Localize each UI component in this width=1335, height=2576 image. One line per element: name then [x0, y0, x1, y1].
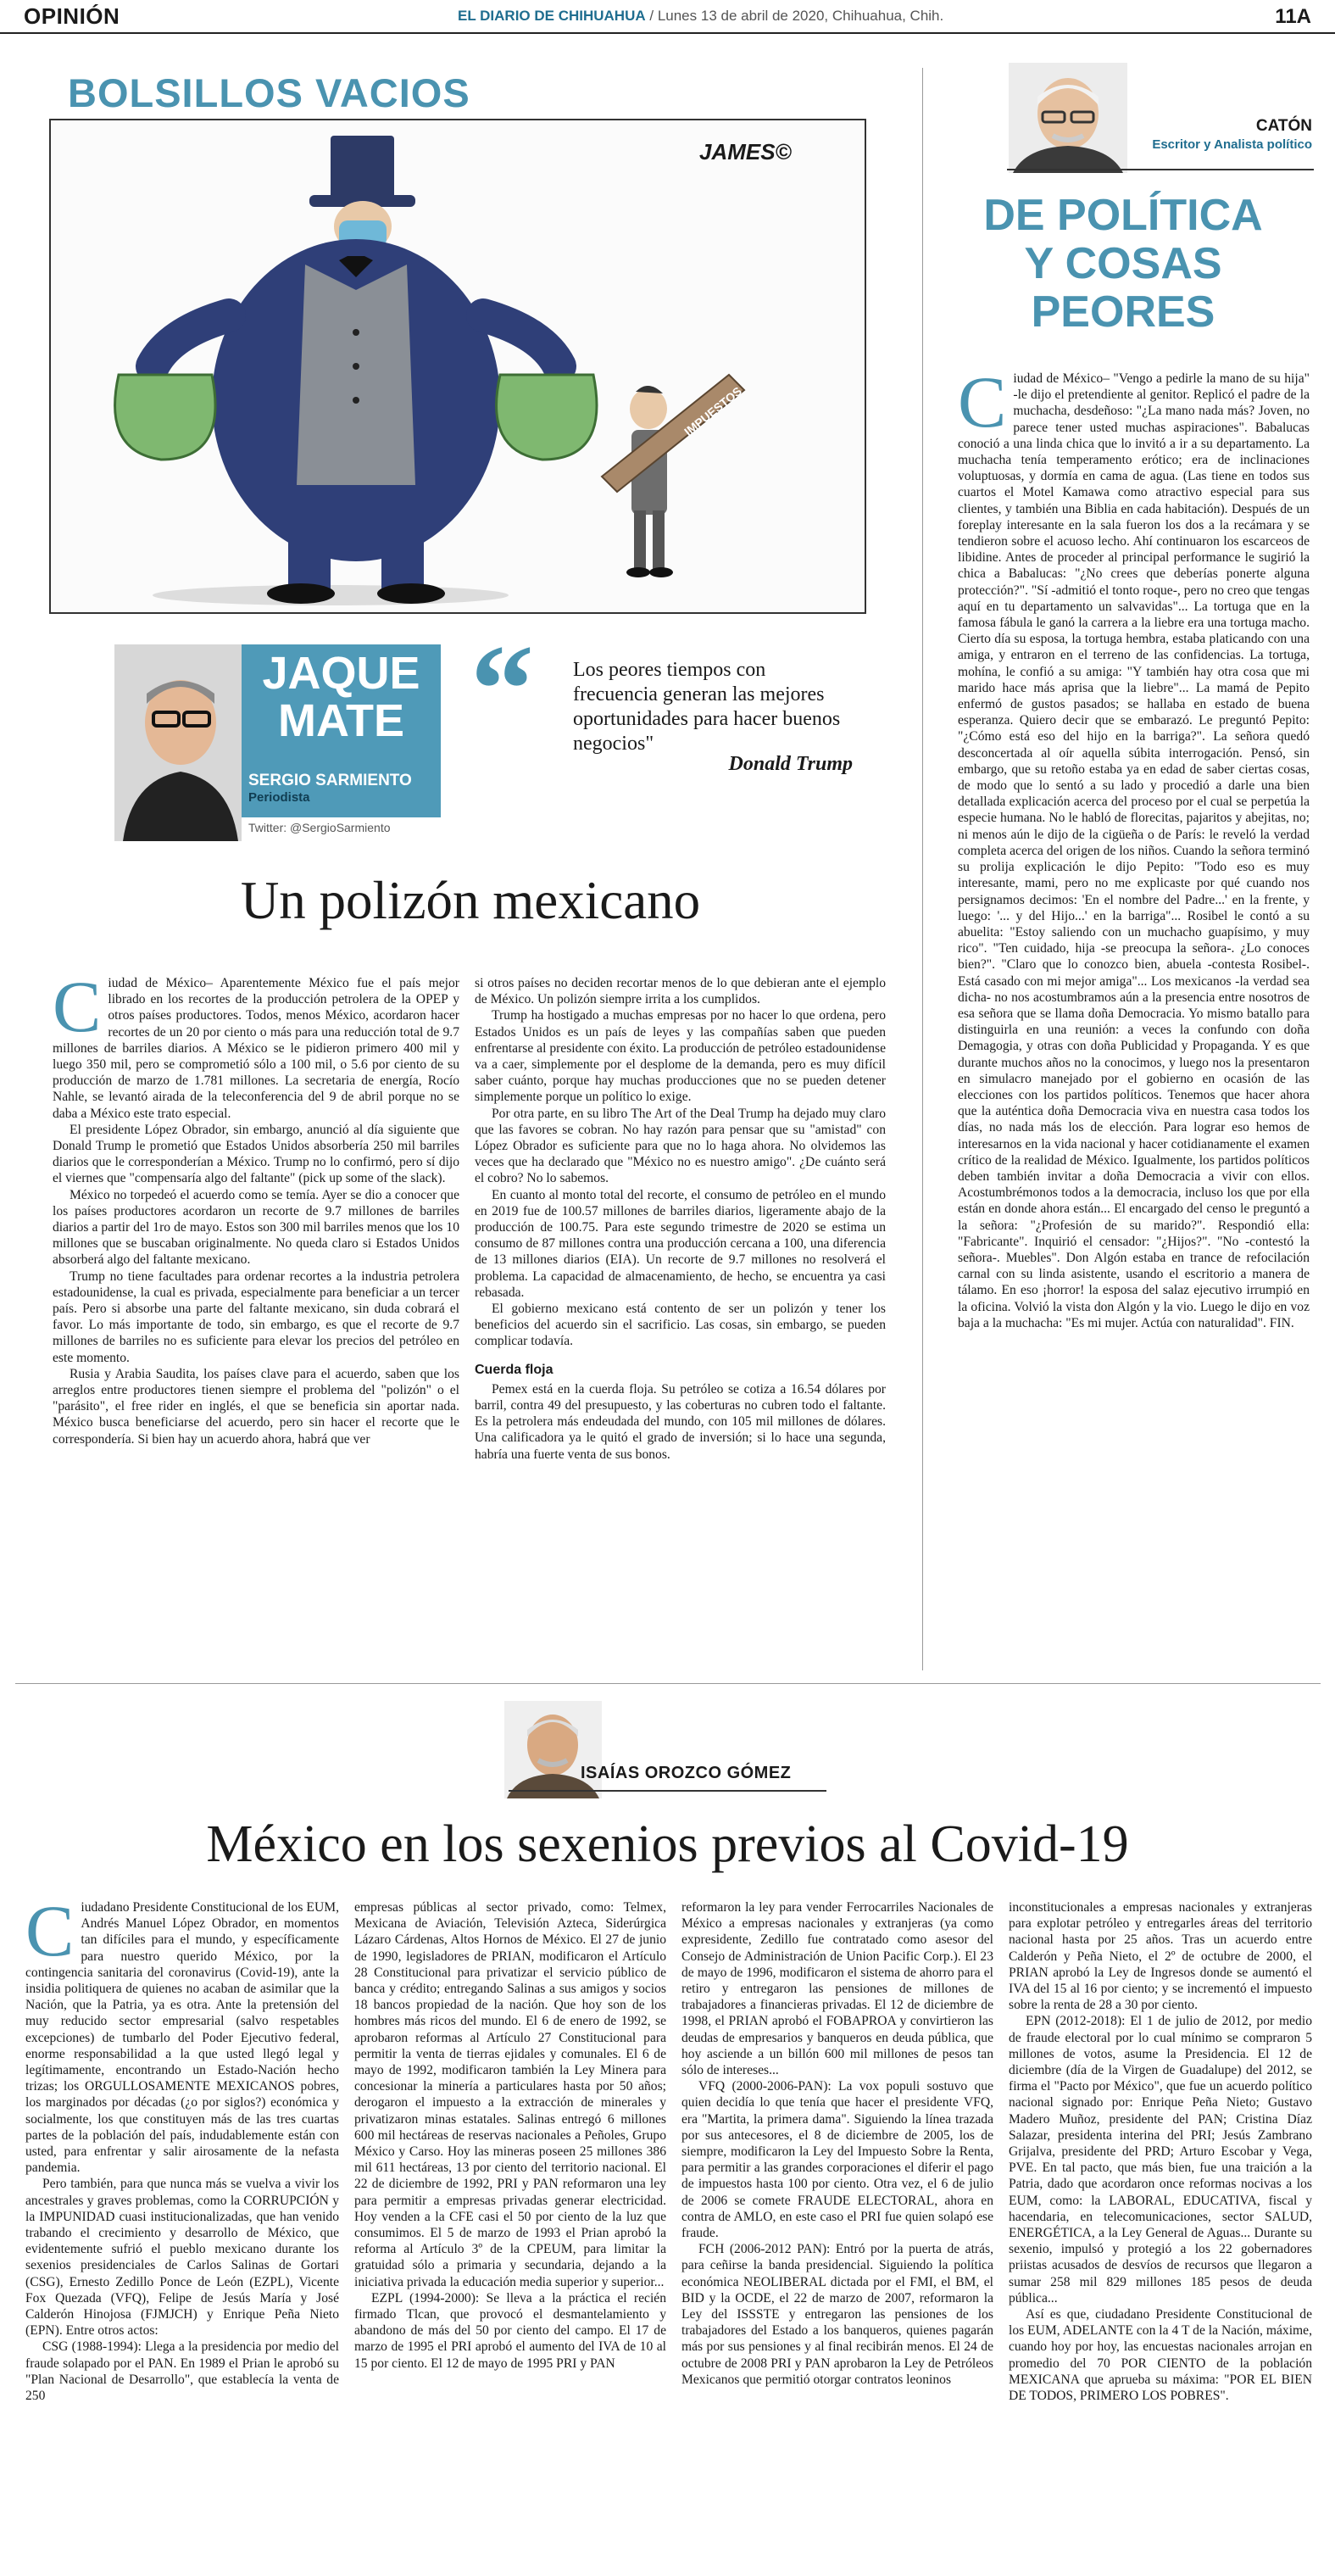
article-column-2 [475, 975, 886, 1653]
mate-word: MATE [278, 695, 404, 746]
isaias-paragraph: VFQ (2000-2006-PAN): La vox populi sostuvo que quien decidía lo que tenía que hacer el presidente VFQ, era "Martita, la primera dama". Siguiendo la línea trazada por sus antecesores, el 8 de diciembre de 2005, los de siempre, modificaron la Ley del Impuesto Sobre la Renta, para permitir a las grandes corporaciones el diferir el pago de impuestos hasta 100 por ciento. Otra vez, el 6 de julio de 2006 se comete FRAUDE ELECTORAL, ahora en contra de AMLO, en este caso el PRI fue quien solapó ese fraude. [681, 2079, 993, 2241]
article-paragraph: Rusia y Arabia Saudita, los países clave para el acuerdo, saben que los arreglos entre productores tienen siempre el problema del "polizón" o el "parásito", el free rider en inglés, el que se beneficia sin aportar nada. México busca beneficiarse del acuerdo, pero sin hacer el recorte que le correspondería. Si bien hay un acuerdo ahora, habrá que ver [53, 1366, 459, 1447]
jaque-word: JAQUE [262, 648, 420, 699]
isaias-photo [504, 1701, 602, 1798]
page-number: 11A [1275, 5, 1311, 28]
caton-header-rule [1007, 169, 1314, 170]
pull-quote-author: Donald Trump [728, 753, 853, 775]
isaias-column-3 [681, 1899, 993, 2569]
caton-role: Escritor y Analista político [1152, 137, 1312, 152]
article-paragraph: Ciudad de México– Aparentemente México fue el país mejor librado en los recortes de la producción petrolera de la OPEP y otros países productores. Todos, menos México, acordaron hacer recortes de un 20 por ciento o más para una reducción total de 9.7 millones de barriles diarios. A México se le pidieron primero 400 mil y luego 350 mil, pero se comprometió sólo a 100 mil, o 5.6 por ciento de su producción de marzo de 1.781 millones. La secretaria de energía, Rocío Nahle, se levantó airada de la teleconferencia del 9 de abril porque no se daba a México este trato especial. [53, 975, 459, 1121]
issue-date: / Lunes 13 de abril de 2020, Chihuahua, Chih. [649, 8, 944, 24]
jaque-twitter: Twitter: @SergioSarmiento [248, 821, 391, 834]
masthead-bar [0, 0, 1335, 34]
article-paragraph: El presidente López Obrador, sin embargo, anunció al día siguiente que Donald Trump le prometió que Estados Unidos absorbería 250 mil barriles diarios que le corresponderían a México. Trump no lo confirmó, pero sí dijo el viernes que "compensaría algo del faltante" (pick up some of the slack). [53, 1122, 459, 1186]
caton-title-line: PEORES [1031, 287, 1215, 337]
quote-mark-icon: “ [470, 619, 534, 760]
isaias-paragraph: EZPL (1994-2000): Se lleva a la práctica el recién firmado Tlcan, que provocó el desmantelamiento y abandono de más del 50 por ciento del campo. El 17 de marzo de 1995 el PRI aprobó el aumento del IVA de 10 al 15 por ciento. El 12 de mayo de 1995 PRI y PAN [354, 2290, 666, 2371]
caton-title-line: DE POLÍTICA [983, 191, 1263, 240]
isaias-paragraph: FCH (2006-2012 PAN): Entró por la puerta de atrás, para ceñirse la banda presidencial. Siguiendo la política económica NEOLIBERAL dictada por el FMI, el BM, el BID y la OCDE, el 22 de marzo de 2007, reformaron la Ley del ISSSTE y entregaron las pensiones de los trabajadores del Estado a los banqueros, quienes pagarán más por sus pensiones y al final recibirán menos. El 24 de octubre de 2008 PRI y PAN aprobaron la Ley de Petróleos Mexicanos que permitió otorgar contratos leoninos [681, 2242, 993, 2387]
caton-title-line: Y COSAS [1024, 239, 1222, 288]
isaias-paragraph: inconstitucionales a empresas nacionales y extranjeras para explotar petróleo y entregarles áreas del territorio nacional hasta por 25 años. Tras un acuerdo entre Calderón y Peña Nieto, el 2º de octubre de 2000, el PRIAN aprobó la Ley de Ingresos donde se aumentó el IVA del 15 al 16 por ciento; y se incrementó el impuesto sobre la renta de 28 a 30 por ciento. [1009, 1900, 1312, 2013]
isaias-author: ISAÍAS OROZCO GÓMEZ [581, 1764, 792, 1782]
cartoonist-signature: JAMES© [699, 139, 792, 164]
article-paragraph: si otros países no deciden recortar menos de lo que debieran ante el ejemplo de México. Un polizón siempre irrita a los cumplidos. [475, 976, 886, 1007]
caton-column-title [941, 192, 1305, 337]
isaias-paragraph: reformaron la ley para vender Ferrocarriles Nacionales de México a empresas nacionales y extranjeras (ya como expresidente, Zedillo fue contratado como asesor del Consejo de Administración de Union Pacific Corp.). El 23 de mayo de 1996, modificaron el sistema de ahorro para el retiro y entregaron las pensiones de millones de trabajadores a financieras privadas. El 12 de diciembre de 1998, el PRIAN aprobó el FOBAPROA y convirtieron las deudas de empresarios y banqueros en deuda pública, que hoy asciende a un billón 600 mil millones de pesos tan sólo de intereses... [681, 1900, 993, 2078]
bat-label: IMPUESTOS [681, 383, 745, 439]
issue-line [458, 8, 943, 25]
article-paragraph: En cuanto al monto total del recorte, el consumo de petróleo en el mundo en 2019 fue de 100.57 millones de barriles diarios, ligeramente abajo de la producción de 100.75. Para este segundo trimestre de 2020 se estima un consumo de 87 millones contra una producción cercana a 100, una diferencia de 13 millones diarios (EIA). Un recorte de 9.7 millones no resolverá el problema. La capacidad de almacenamiento, de hecho, se encuentra ya casi rebasada. [475, 1187, 886, 1300]
sergio-sarmiento-photo [114, 644, 242, 841]
cartoon [49, 119, 866, 614]
isaias-paragraph: empresas públicas al sector privado, como: Telmex, Mexicana de Aviación, Televisión Azteca, Siderúrgica Lázaro Cárdenas, Altos Hornos de México. El 27 de junio de 1990, legisladores de PRIAN, modificaron el Artículo 28 Constitucional para privatizar el servicio público de banca y crédito; entregando Salinas a sus amigos y socios 18 bancos propiedad de la nación. Que hoy son de los hombres más ricos del mundo. El 6 de enero de 1992, se aprobaron reformas al Artículo 27 Constitucional para permitir la venta de tierras ejidales y comunales. El 6 de mayo de 1992, modificaron también la Ley Minera para concesionar la minería a particulares hasta por 50 años; derogaron el impuesto a la extracción de minerales y privatizaron minas estatales. Salinas entregó 6 millones 600 mil hectáreas de reservas nacionales a Peñoles, Grupo México y Carso. Hoy las mineras poseen 25 millones 386 mil 611 hectáreas, 13 por ciento del territorio nacional. El 22 de diciembre de 1992, PRI y PAN reformaron una ley para permitir a empresas privadas generar electricidad. Hoy venden a la CFE casi el 50 por ciento de la luz que consumimos. El 5 de marzo de 1993 el Prian aprobó la reforma al Artículo 3º de la CPEUM, para limitar la gratuidad sólo a primaria y secundaria, dejando a la iniciativa privada la educación media superior y superior... [354, 1900, 666, 2289]
paper-name: EL DIARIO DE CHIHUAHUA [458, 8, 646, 24]
article-paragraph: Por otra parte, en su libro The Art of the Deal Trump ha dejado muy claro que las favores se cobran. No hay razón para pensar que su "amistad" con López Obrador es suficiente para que no lo haga ahora. No olvidemos las veces que ha declarado que "México no es nuestro amigo". ¿De cuánto será el cobro? No lo sabemos. [475, 1106, 886, 1186]
isaias-paragraph: EPN (2012-2018): El 1 de julio de 2012, por medio de fraude electoral por lo cual mínimo se compraron 5 millones de votos, asume la Presidencia. El 12 de diciembre (día de la Virgen de Guadalupe) del 2012, se firma el "Pacto por México", que fue un acuerdo político nacional signado por: Enrique Peña Nieto; Gustavo Madero Muñoz, presidente del PAN; Cristina Díaz Salazar, presidenta interina del PRI; Jesús Zambrano Grijalva, presidente del PRD; Arturo Escobar y Vega, PVE. En tal pacto, que más bien, fue una traición a la Patria, dado que acordaron once reformas nocivas a los EUM, como: la LABORAL, EDUCATIVA, fiscal y hacendaria, en telecomunicaciones, sector SALUD, ENERGÉTICA, a la Ley General de Aguas... Durante su sexenio, impulsó y protegió a los 22 gobernadores priistas acusados de desvíos de recursos que llegaron a sumar 258 mil 829 millones 185 pesos de deuda pública... [1009, 2014, 1312, 2306]
column-divider [922, 68, 923, 1670]
isaias-paragraph: Ciudadano Presidente Constitucional de los EUM, Andrés Manuel López Obrador, en momentos tan difíciles para el mundo, y específicamente para nuestro querido México, por la contingencia sanitaria del coronavirus (Covid-19), ante la insidia politiquera de quienes no acaban de asimilar que la Nación, que la Patria, ya es otra. Ante la pretensión del muy reducido sector empresarial (salvo respetables excepciones) de tumbarlo del Poder Ejecutivo federal, enorme responsabilidad a la que usted llegó legal y legítimamente, encontrando un Estado-Nación hecho trizas; los ORGULLOSAMENTE MEXICANOS pobres, los marginados por décadas (¿o por siglos?) económica y socialmente, los que constituyen más de las tres cuartas partes de la población del país, indudablemente están con usted, para enfrentar y salir airosamente de la nefasta pandemia. [25, 1899, 339, 2176]
article-paragraph: El gobierno mexicano está contento de ser un polizón y tener los beneficios del acuerdo sin el sacrificio. Las cosas, sin embargo, se pueden complicar todavía. [475, 1302, 886, 1349]
isaias-header-rule [509, 1790, 826, 1792]
drop-cap: C [958, 371, 1007, 443]
cartoon-drawing [51, 120, 865, 612]
cartoon-title: BOLSILLOS VACIOS [68, 70, 470, 115]
article-subhead: Cuerda floja [475, 1362, 553, 1377]
drop-cap: C [53, 975, 102, 1047]
caton-column-body [958, 371, 1310, 1647]
article-paragraph: Pemex está en la cuerda floja. Su petróleo se cotiza a 16.54 dólares por barril, contra 49 del presupuesto, y las coberturas no cubren todo el faltante. Es la petrolera más endeudada del mundo, con 105 mil millones de dólares. Una calificadora ya le quitó el grado de inversión; si lo hace una segunda, habría una fuerte venta de sus bonos. [475, 1381, 886, 1462]
jaque-author-role: Periodista [248, 790, 310, 805]
isaias-paragraph: Así es que, ciudadano Presidente Constitucional de los EUM, ADELANTE con la 4 T de la Nación, máxime, cuando hoy por hoy, las encuestas nacionales arrojan en promedio del 70 POR CIENTO de la población MEXICANA que aprueba su máxima: "POR EL BIEN DE TODOS, PRIMERO LOS POBRES". [1009, 2307, 1312, 2404]
column-badge-jaque-mate [114, 644, 441, 841]
pull-quote-text: Los peores tiempos con frecuencia generan las mejores oportunidades para hacer buenos negocios" [573, 659, 841, 755]
article-paragraph: Trump no tiene facultades para ordenar recortes a la industria petrolera estadounidense, la cual es privada, especialmente para beneficiar a un tercer país. Pero si absorbe una parte del faltante mexicano, sin duda cobrará el favor. Lo más importante de todo, sin embargo, es que el recorte de 9.7 millones de barriles no es suficiente para elevar los precios del petróleo en este momento. [53, 1268, 459, 1365]
isaias-paragraph: CSG (1988-1994): Llega a la presidencia por medio del fraude solapado por el PAN. En 1989 el Prian le aprobó su "Plan Nacional de Desarrollo", que establecía la venta de 250 [25, 2339, 339, 2404]
section-divider [15, 1683, 1321, 1684]
caton-author: CATÓN [1255, 117, 1312, 135]
section-name: OPINIÓN [24, 3, 120, 29]
article-paragraph: Trump ha hostigado a muchas empresas por no hacer lo que ordena, pero Estados Unidos es un país de leyes y las compañías saben que pueden enfrentarse al presidente con éxito. La producción de petróleo estadounidense va a caer, simplemente por el desplome de la demanda, pero es muy difícil saber cuánto, porque hay muchas producciones que no se pueden detener simplemente porque un político lo exige. [475, 1008, 886, 1105]
isaias-column-1 [25, 1899, 339, 2569]
isaias-headline: México en los sexenios previos al Covid-19 [206, 1815, 1129, 1873]
article-paragraph: México no torpedeó el acuerdo como se temía. Ayer se dio a conocer que los países productores acordaron un recorte de 9.7 millones de barriles diarios a partir del 1ro de mayo. Estos son 300 mil barriles menos que los 10 millones que se buscaban originalmente. No queda claro si Estados Unidos absorberá algo del faltante mexicano. [53, 1187, 459, 1268]
article-column-1 [53, 975, 459, 1653]
isaias-column-4 [1009, 1899, 1312, 2569]
jaque-author: SERGIO SARMIENTO [248, 772, 412, 789]
jaque-mate-title [246, 650, 437, 744]
isaias-column-2 [354, 1899, 666, 2569]
drop-cap: C [25, 1899, 75, 1971]
caton-paragraph: Ciudad de México– "Vengo a pedirle la mano de su hija" -le dijo el pretendiente al genitor. Replicó el padre de la muchacha, desdeñoso: "¿La mano nada más? Joven, no parece tener usted muchas aspiraciones". Babalucas conoció a una linda chica que lo invitó a ir a su departamento. La muchacha tenía temperamento erótico; era de inclinaciones voluptuosas, y dormía en cama de agua. (Las tiene en todos sus cuartos el Motel Kamawa como atractivo especial para sus clientes, y también una Biblia en cada habitación). Después de un foreplay interesante en la sala fueron los dos a la recámara y se tendieron sobre el acuoso lecho. Ahí continuaron los escarceos de libidine. Antes de proceder al principal performance le sugirió la chica a Babalucas: "¿No crees que deberías ponerte alguna protección?". "Sí -admitió el tonto roque-, pero no creo que tengas aquí en tu departamento un salvavidas"... La tortuga que en la famosa fábula le ganó la carrera a la liebre era una tortuga macho. Cierto día su esposa, la tortuga hembra, estaba platicando con una amiga, y entraron en el terreno de las confidencias. La tortuga, mohína, le confió a su amiga: "Y también hay otra cosa que mi marido hace más aprisa que la liebre"... La mamá de Pepito enfermó de gustos pasados; se hallaba en estado de buena esperanza. Quiero decir que se embarazó. Le preguntó Pepito: "¿Cómo está eso del hijo en la barriga?". La señora quedó desconcertada al oír aquella súbita interrogación. Pensó, sin embargo, que su retoño estaba ya en edad de saber ciertas cosas, de modo que lo sentó a su lado y procedió a darle una bien detallada explicación acerca del proceso por el cual se perpetúa la especie humana. No le habló de florecitas, pajaritos y abejitas, no; ni menos aún le dijo de la cigüeña o de París: le reveló la verdad completa acerca del origen de los niños. Cuando la señora terminó su prolija explicación le dijo Pepito: "Todo eso es muy interesante, mami, pero no me explicaste por qué cuando nos persignamos decimos: 'En el nombre del Padre...' en la frente, y luego: '... y del Hijo...' en la barriga"... Rosibel le contó a su abuelita: "Estoy saliendo con un muchacho guapísimo, y muy rico". "Ten cuidado, hija -se preocupa la señora-. ¿Lo conoces bien?". "Claro que lo conozco bien, abuela -contesta Rosibel-. Está casado con mi mejor amiga"... Los mexicanos -la verdad sea dicha- no nos acostumbramos aún a la presencia entre nosotros de esa señora que se llama doña Democracia. Yo mismo batallo para distinguirla en una reunión: a veces la confundo con doña Demagogia, y otras con doña Publicidad y Propaganda. Y es que durante muchos años no la conocimos, y luego nos la presentaron en simulacro manejado por el gobierno en ocasión de las elecciones con los partidos políticos. Tenemos que hacer ahora que la auténtica doña Democracia viva en nuestra casa todos los días, no nada más los de elección. Para lograr eso hemos de interesarnos en la vida nacional y hacer cotidianamente el examen crítico de la realidad de México. Igualmente, los partidos políticos deben también invitar a doña Democracia a vivir con ellos. Acostumbrémonos todos a la democracia, incluso los que por ella están en donde ahora están... El encargado del censo le preguntó a la señora: "¿Profesión de su marido?". Respondió ella: "Fabricante". Inquirió el censador: "¿Hijos?". "No -contestó la señora-. Muebles". Don Algón estaba en trance de refocilación carnal con su linda asistente, usando el escritorio a manera de tálamo. En eso ¡horror! la esposa del salaz ejecutivo irrumpió en la oficina. Volvió la vista don Algón y la vio. Luego le dijo en voz baja a la muchacha: "Es mi mujer. Actúa con naturalidad". FIN. [958, 371, 1310, 1330]
article-headline: Un polizón mexicano [240, 871, 701, 930]
isaias-paragraph: Pero también, para que nunca más se vuelva a vivir los ancestrales y graves problemas, como la CORRUPCIÓN y la IMPUNIDAD cuasi institucionalizadas, que han venido trabando el crecimiento y desarrollo de México, que evidentemente sufrió el pueblo mexicano durante los sexenios presidenciales de Carlos Salinas de Gortari (CSG), Ernesto Zedillo Ponce de León (EZPL), Vicente Fox Quezada (VFQ), Felipe de Jesús María y José Calderón Hinojosa (FJMJCH) y Enrique Peña Nieto (EPN). Entre otros actos: [25, 2177, 339, 2339]
